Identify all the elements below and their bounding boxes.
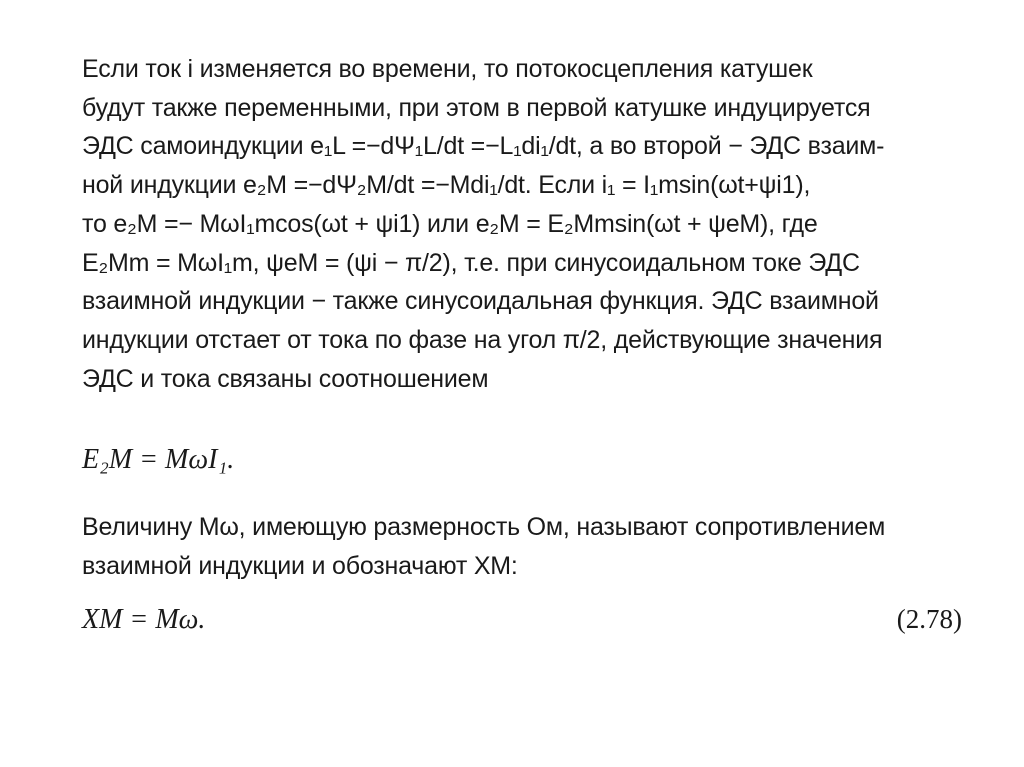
text-line: E₂Мm = MωI₁m, ψeМ = (ψi − π/2), т.е. при синусоидальном токе ЭДС <box>82 248 860 277</box>
text-line: взаимной индукции − также синусоидальная функция. ЭДС взаимной <box>82 287 879 316</box>
text-line: взаимной индукции и обозначают XМ: <box>82 551 518 580</box>
paragraph-mutual-induction-emf <box>82 50 970 398</box>
text-line: ЭДС самоиндукции e₁L =−dΨ₁L/dt =−L₁di₁/dt, а во второй − ЭДС взаим- <box>82 132 885 161</box>
text-line: Величину Mω, имеющую размерность Ом, называют сопротивлением <box>82 513 886 541</box>
paragraph-mutual-reactance <box>82 508 970 585</box>
equation-emf-rms: E₂М = MωI₁. <box>82 444 235 475</box>
text-line: будут также переменными, при этом в первой катушке индуцируется <box>82 93 871 122</box>
equation-number: (2.78) <box>896 604 962 634</box>
equation-mutual-reactance: XМ = Mω. <box>82 604 206 635</box>
text-line: ной индукции e₂М =−dΨ₂М/dt =−Mdi₁/dt. Если i₁ = I₁msin(ωt+ψi1), <box>82 171 811 200</box>
text-line: ЭДС и тока связаны соотношением <box>82 364 489 393</box>
text-line: Если ток i изменяется во времени, то потокосцепления катушек <box>82 55 813 83</box>
text-line: то e₂М =− MωI₁mcos(ωt + ψi1) или e₂М = E₂Мmsin(ωt + ψeМ), где <box>82 209 818 238</box>
text-line: индукции отстает от тока по фазе на угол π/2, действующие значения <box>82 325 883 354</box>
